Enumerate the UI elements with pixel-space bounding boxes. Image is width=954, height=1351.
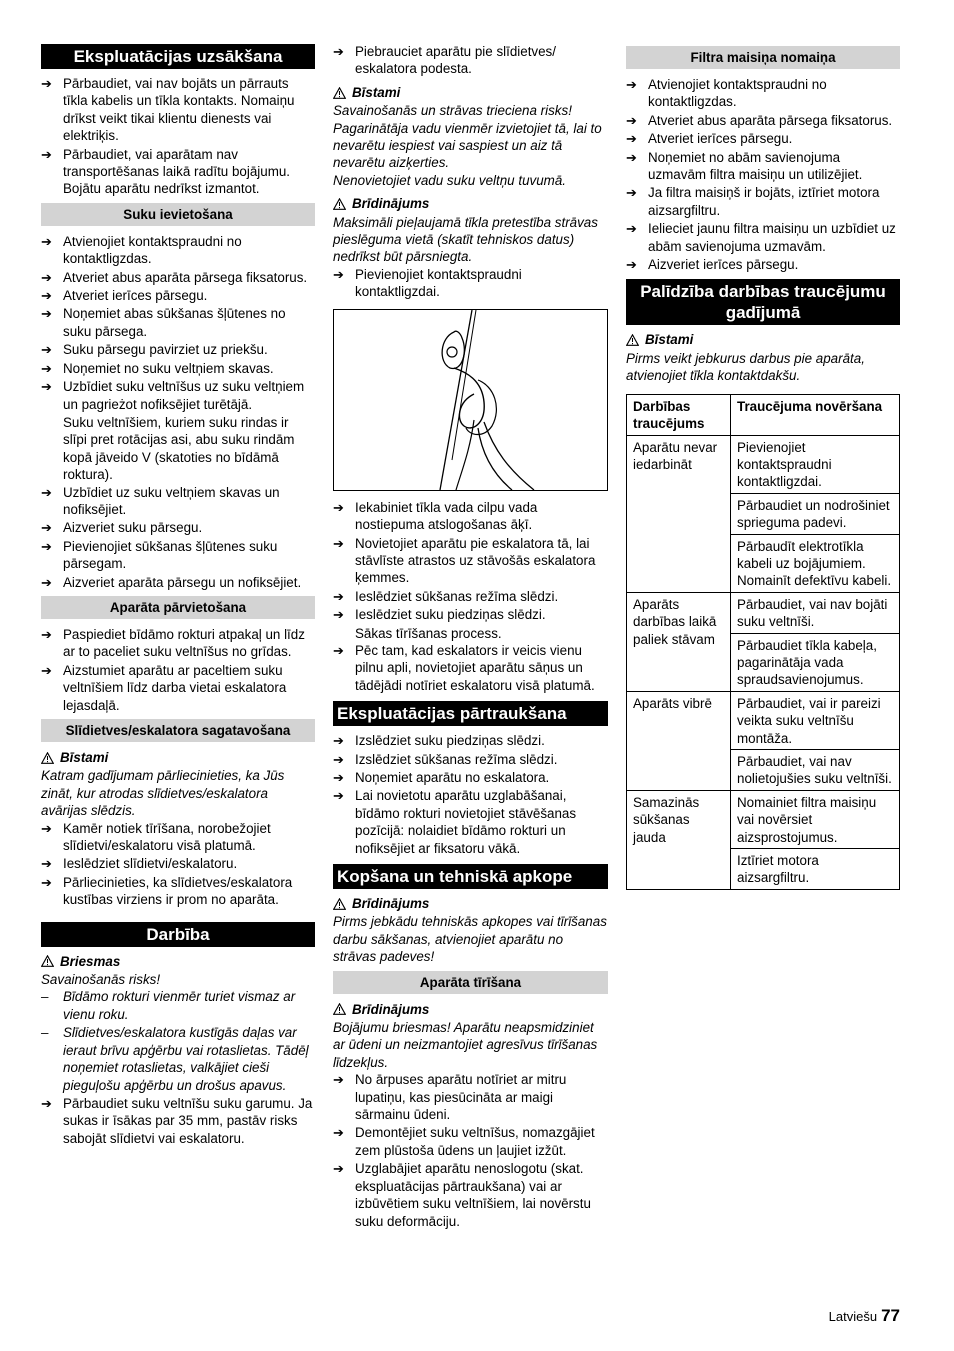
list-item-text: Noņemiet aparātu no eskalatora. <box>355 769 550 785</box>
section-heading: Palīdzība darbības traucējumu gadījumā <box>626 279 900 325</box>
warning-label: Bīstami <box>626 331 900 348</box>
list-item-text: Atvienojiet kontaktspraudni no kontaktligzdas. <box>648 77 827 110</box>
column-header-fix: Traucējuma novēršana <box>731 394 900 435</box>
bullet-list <box>333 732 608 857</box>
list-item-text: Ielieciet jaunu filtra maisiņu un uzbīdiet uz abām savienojuma uzmavām. <box>648 221 896 254</box>
list-item <box>41 519 315 536</box>
list-item <box>626 184 900 219</box>
bullet-list <box>41 1095 315 1147</box>
warning-text: Nenovietojiet vadu suku veltņu tuvumā. <box>333 172 566 188</box>
warning-label: Briesmas <box>41 953 315 970</box>
middle-column <box>333 43 608 1231</box>
left-column <box>41 44 315 1148</box>
list-item <box>41 1095 315 1147</box>
arrow-right-icon: ➔ <box>626 131 637 147</box>
arrow-right-icon: ➔ <box>41 662 52 678</box>
arrow-right-icon: ➔ <box>333 788 344 804</box>
list-item <box>333 43 608 78</box>
list-item <box>333 266 608 301</box>
warning-label: Bīstami <box>41 749 315 766</box>
list-item-text: Uzbīdiet uz suku veltņiem skavas un nofiksējiet. <box>63 484 280 517</box>
list-item <box>333 787 608 857</box>
arrow-right-icon: ➔ <box>626 77 637 92</box>
right-column <box>626 46 900 890</box>
table-row <box>627 790 900 848</box>
list-item-text: Iekabiniet tīkla vada cilpu vada nostiepuma atslogošanas āķī. <box>355 499 538 533</box>
list-item-text: Pievienojiet kontaktspraudni kontaktligzdai. <box>355 266 522 300</box>
footer-language: Latviešu <box>828 1309 878 1324</box>
list-item-text: Aizveriet aparāta pārsegu un nofiksējiet. <box>63 574 302 590</box>
arrow-right-icon: ➔ <box>626 257 637 273</box>
list-item <box>626 112 900 129</box>
list-item-text: Atveriet abus aparāta pārsega fiksatorus. <box>648 112 893 128</box>
list-item-text: Uzglabājiet aparātu nenoslogotu (skat. ekspluatācijas pārtraukšana) vai ar izbūvētiem suku veltnīšiem, lai novērstu suku deformāciju. <box>355 1161 591 1229</box>
list-item <box>41 484 315 519</box>
list-item <box>41 305 315 340</box>
list-item <box>333 769 608 786</box>
arrow-right-icon: ➔ <box>333 588 344 604</box>
subsection-heading: Slīdietves/eskalatora sagatavošana <box>41 719 315 742</box>
dash-item-text: Bīdāmo rokturi vienmēr turiet vismaz ar vienu roku. <box>63 989 296 1022</box>
list-item <box>626 256 900 273</box>
list-item <box>626 149 900 184</box>
cable-hook-illustration <box>333 309 608 491</box>
list-item-text: Ieslēdziet suku piedziņas slēdzi. <box>355 607 546 623</box>
warning-text: Savainošanās un strāvas trieciena risks! Pagarinātāja vadu vienmēr izvietojiet tā, lai to nevarētu iespiest vai saspiest un aiz tā nevarētu aizķerties. <box>333 103 602 171</box>
section-heading: Kopšana un tehniskā apkope <box>333 864 608 889</box>
list-item <box>41 287 315 304</box>
bullet-list <box>41 233 315 413</box>
fix-cell: Nomainiet filtra maisiņu vai novērsiet aizsprostojumus. <box>731 790 900 848</box>
list-item <box>41 269 315 286</box>
warning-text: Katram gadījumam pārliecinieties, ka Jūs zināt, kur atrodas slīdietves/eskalatora avārijas slēdzis. <box>41 768 285 819</box>
arrow-right-icon: ➔ <box>41 626 52 642</box>
list-item <box>333 642 608 694</box>
arrow-right-icon: ➔ <box>626 185 637 201</box>
list-item-text: Kamēr notiek tīrīšana, norobežojiet slīdietvi/eskalatoru visā platumā. <box>63 820 271 854</box>
list-item-text: Piebrauciet aparātu pie slīdietves/ eskalatora podesta. <box>355 44 556 77</box>
table-header-row <box>627 394 900 435</box>
list-item-text: Demontējiet suku veltnīšus, nomazgājiet zem plūstoša ūdens un ļaujiet izžūt. <box>355 1125 595 1158</box>
warning-text: Bojājumu briesmas! Aparātu neapsmidziniet ar ūdeni un neizmantojiet agresīvus tīrīšanas līdzekļus. <box>333 1020 598 1070</box>
list-item-text: Pēc tam, kad eskalators ir veicis vienu pilnu apli, novietojiet aparātu sāņus un tādējādi notīriet eskalatoru visā platumā. <box>355 642 595 693</box>
arrow-right-icon: ➔ <box>41 306 52 322</box>
warning-triangle-icon <box>333 87 346 99</box>
list-item <box>41 574 315 591</box>
list-item <box>333 499 608 534</box>
note-paragraph: Sākas tīrīšanas process. <box>355 625 502 641</box>
table-row <box>627 691 900 749</box>
arrow-right-icon: ➔ <box>626 221 637 237</box>
arrow-right-icon: ➔ <box>333 769 344 785</box>
fix-cell: Pārbaudiet, vai nav nolietojušies suku veltnīši. <box>731 750 900 791</box>
list-item <box>41 378 315 413</box>
subsection-heading: Filtra maisiņa nomaiņa <box>626 46 900 69</box>
table-row <box>627 592 900 633</box>
list-item-text: Atveriet abus aparāta pārsega fiksatorus. <box>63 269 308 285</box>
list-item <box>41 146 315 198</box>
arrow-right-icon: ➔ <box>333 266 344 282</box>
list-item <box>626 130 900 147</box>
list-item <box>333 1160 608 1230</box>
list-item <box>333 588 608 605</box>
arrow-right-icon: ➔ <box>333 535 344 551</box>
page-number: 77 <box>881 1306 900 1325</box>
fault-cell: Aparāts darbības laikā paliek stāvam <box>627 592 731 691</box>
section-heading: Ekspluatācijas pārtraukšana <box>333 701 608 726</box>
fault-cell: Aparāts vibrē <box>627 691 731 790</box>
warning-triangle-icon <box>41 752 54 764</box>
list-item-text: Atveriet ierīces pārsegu. <box>648 131 793 147</box>
arrow-right-icon: ➔ <box>626 149 637 165</box>
list-item-text: Atvienojiet kontaktspraudni no kontaktligzdas. <box>63 233 242 267</box>
list-item <box>41 820 315 855</box>
arrow-right-icon: ➔ <box>41 1095 52 1111</box>
list-item <box>333 751 608 768</box>
list-item-text: No ārpuses aparātu notīriet ar mitru lupatiņu, kas piesūcināta ar maigi sārmainu ūdeni. <box>355 1072 567 1123</box>
bullet-list <box>626 76 900 273</box>
arrow-right-icon: ➔ <box>333 751 344 767</box>
warning-text: Pirms veikt jebkurus darbus pie aparāta, atvienojiet tīkla kontaktdakšu. <box>626 350 865 384</box>
arrow-right-icon: ➔ <box>41 76 52 91</box>
arrow-right-icon: ➔ <box>41 379 52 395</box>
warning-triangle-icon <box>333 1003 346 1015</box>
dash-item <box>41 1024 315 1094</box>
arrow-right-icon: ➔ <box>41 233 52 249</box>
troubleshooting-table <box>626 394 900 890</box>
page-footer <box>829 1307 900 1325</box>
dash-marker: – <box>41 1025 49 1041</box>
arrow-right-icon: ➔ <box>333 1161 344 1177</box>
list-item-text: Aizstumiet aparātu ar paceltiem suku veltnīšiem līdz darba vietai eskalatora lejasdaļā. <box>63 662 287 713</box>
list-item-text: Noņemiet abas sūkšanas šļūtenes no suku pārsega. <box>63 306 286 339</box>
dash-item-text: Slīdietves/eskalatora kustīgās daļas var ieraut brīvu apģērbu vai rotaslietas. Tādēļ noņemiet rotaslietas, valkājiet cieši pieguļošu apģērbu un drošus apavus. <box>63 1025 309 1093</box>
table-row <box>627 435 900 493</box>
list-item <box>333 1071 608 1123</box>
arrow-right-icon: ➔ <box>333 1125 344 1141</box>
list-item-text: Suku pārsegu pavirziet uz priekšu. <box>63 342 268 358</box>
list-item-text: Pievienojiet sūkšanas šļūtenes suku pārsegam. <box>63 538 278 572</box>
warning-triangle-icon <box>333 198 346 210</box>
list-item-text: Ja filtra maisiņš ir bojāts, iztīriet motora aizsargfiltru. <box>648 185 880 218</box>
arrow-right-icon: ➔ <box>41 820 52 836</box>
list-item-text: Uzbīdiet suku veltnīšus uz suku veltņiem un pagrieżot nofiksējiet turētājā. <box>63 379 305 412</box>
dash-item <box>41 988 315 1023</box>
list-item-text: Aizveriet ierīces pārsegu. <box>648 257 799 273</box>
arrow-right-icon: ➔ <box>333 607 344 623</box>
arrow-right-icon: ➔ <box>41 874 52 890</box>
list-item <box>41 360 315 377</box>
list-item <box>41 538 315 573</box>
bullet-list <box>333 266 608 301</box>
warning-label: Bīstami <box>333 84 608 101</box>
list-item <box>41 75 315 145</box>
bullet-list <box>41 75 315 198</box>
arrow-right-icon: ➔ <box>333 733 344 749</box>
section-heading: Ekspluatācijas uzsākšana <box>41 44 315 69</box>
fix-cell: Pārbaudiet, vai nav bojāti suku veltnīši. <box>731 592 900 633</box>
fix-cell: Iztīriet motora aizsargfiltru. <box>731 849 900 890</box>
arrow-right-icon: ➔ <box>41 360 52 376</box>
bullet-list <box>333 1071 608 1230</box>
list-item-text: Pārbaudiet suku veltnīšu suku garumu. Ja sukas ir īsākas par 35 mm, pastāv risks sabojāt slīdietvi vai eskalatoru. <box>63 1095 313 1146</box>
list-item <box>333 606 608 623</box>
cable-strain-relief-image <box>334 310 607 490</box>
fix-cell: Pārbaudiet un nodrošiniet sprieguma padevi. <box>731 493 900 534</box>
arrow-right-icon: ➔ <box>41 520 52 536</box>
table-body <box>627 435 900 889</box>
warning-text: Savainošanās risks! <box>41 972 161 988</box>
bullet-list <box>41 484 315 591</box>
warning-label: Brīdinājums <box>333 1001 608 1018</box>
list-item <box>333 535 608 587</box>
list-item-text: Izslēdziet sūkšanas režīma slēdzi. <box>355 751 558 767</box>
bullet-list <box>333 499 608 624</box>
fix-cell: Pārbaudīt elektrotīkla kabeli uz bojājumiem. Nomainīt defektīvu kabeli. <box>731 534 900 592</box>
dash-list <box>41 988 315 1093</box>
list-item <box>333 1124 608 1159</box>
subsection-heading: Aparāta tīrīšana <box>333 971 608 994</box>
fix-cell: Pārbaudiet tīkla kabeļa, pagarinātāja vada spraudsavienojumus. <box>731 633 900 691</box>
dash-marker: – <box>41 989 49 1005</box>
list-item <box>41 233 315 268</box>
arrow-right-icon: ➔ <box>41 342 52 358</box>
bullet-list <box>41 626 315 714</box>
arrow-right-icon: ➔ <box>333 44 344 59</box>
list-item <box>41 626 315 661</box>
bullet-list <box>333 642 608 694</box>
list-item-text: Noņemiet no abām savienojuma uzmavām filtra maisiņu un utilizējiet. <box>648 149 863 183</box>
warning-triangle-icon <box>41 955 54 967</box>
list-item <box>41 855 315 872</box>
fault-cell: Samazinās sūkšanas jauda <box>627 790 731 889</box>
list-item-text: Novietojiet aparātu pie eskalatora tā, lai stāvlīste atrastos uz stāvošās eskalatora ķemmes. <box>355 535 596 586</box>
column-header-fault: Darbības traucējums <box>627 394 731 435</box>
fault-cell: Aparātu nevar iedarbināt <box>627 435 731 592</box>
arrow-right-icon: ➔ <box>333 642 344 658</box>
warning-label: Brīdinājums <box>333 195 608 212</box>
list-item <box>626 220 900 255</box>
warning-triangle-icon <box>333 898 346 910</box>
section-heading: Darbība <box>41 922 315 947</box>
warning-text: Maksimāli pieļaujamā tīkla pretestība strāvas pieslēguma vietā (skatīt tehniskos datus) nedrīkst būt pārsniegta. <box>333 214 598 265</box>
arrow-right-icon: ➔ <box>333 499 344 515</box>
list-item-text: Ieslēdziet sūkšanas režīma slēdzi. <box>355 588 559 604</box>
arrow-right-icon: ➔ <box>333 1072 344 1088</box>
list-item <box>626 76 900 111</box>
arrow-right-icon: ➔ <box>41 574 52 590</box>
list-item-text: Aizveriet suku pārsegu. <box>63 520 203 536</box>
warning-label: Brīdinājums <box>333 895 608 912</box>
arrow-right-icon: ➔ <box>41 269 52 285</box>
list-item-text: Pārliecinieties, ka slīdietves/eskalatora kustības virziens ir prom no aparāta. <box>63 874 293 908</box>
list-item <box>41 874 315 909</box>
arrow-right-icon: ➔ <box>41 538 52 554</box>
fix-cell: Pārbaudiet, vai ir pareizi veikta suku veltnīšu montāža. <box>731 691 900 749</box>
list-item-text: Atveriet ierīces pārsegu. <box>63 288 208 304</box>
note-paragraph: Suku veltnīšiem, kuriem suku rindas ir slīpi pret rotācijas asi, abu suku rindām kopā jāveido V (skatoties no bīdāmā roktura). <box>63 414 295 483</box>
arrow-right-icon: ➔ <box>41 288 52 304</box>
arrow-right-icon: ➔ <box>41 146 52 162</box>
bullet-list <box>333 43 608 78</box>
list-item-text: Pārbaudiet, vai aparātam nav transportēšanas laikā radītu bojājumu. Bojātu aparātu nedrīkst izmantot. <box>63 146 291 197</box>
list-item <box>333 732 608 749</box>
fix-cell: Pievienojiet kontaktspraudni kontaktligzdai. <box>731 435 900 493</box>
warning-triangle-icon <box>626 334 639 346</box>
arrow-right-icon: ➔ <box>41 856 52 872</box>
list-item-text: Ieslēdziet slīdietvi/eskalatoru. <box>63 856 238 872</box>
list-item-text: Lai novietotu aparātu uzglabāšanai, bīdāmo rokturi novietojiet stāvēšanas pozīcijā: nolaidiet bīdāmo rokturi un nofiksējiet ar fiksatoru vākā. <box>355 788 577 856</box>
subsection-heading: Aparāta pārvietošana <box>41 596 315 619</box>
list-item-text: Pārbaudiet, vai nav bojāts un pārrauts tīkla kabelis un tīkla kontakts. Nomaiņu drīkst veikt tikai klientu dienests vai elektriķis. <box>63 76 295 144</box>
list-item <box>41 341 315 358</box>
list-item <box>41 662 315 714</box>
subsection-heading: Suku ievietošana <box>41 203 315 226</box>
list-item-text: Paspiediet bīdāmo rokturi atpakaļ un līdz ar to paceliet suku veltnīšus no grīdas. <box>63 626 305 660</box>
warning-text: Pirms jebkādu tehniskās apkopes vai tīrīšanas darbu sākšanas, atvienojiet aparātu no strāvas padeves! <box>333 914 607 965</box>
list-item-text: Izslēdziet suku piedziņas slēdzi. <box>355 733 545 749</box>
arrow-right-icon: ➔ <box>626 112 637 128</box>
list-item-text: Noņemiet no suku veltņiem skavas. <box>63 360 274 376</box>
arrow-right-icon: ➔ <box>41 484 52 500</box>
bullet-list <box>41 820 315 909</box>
